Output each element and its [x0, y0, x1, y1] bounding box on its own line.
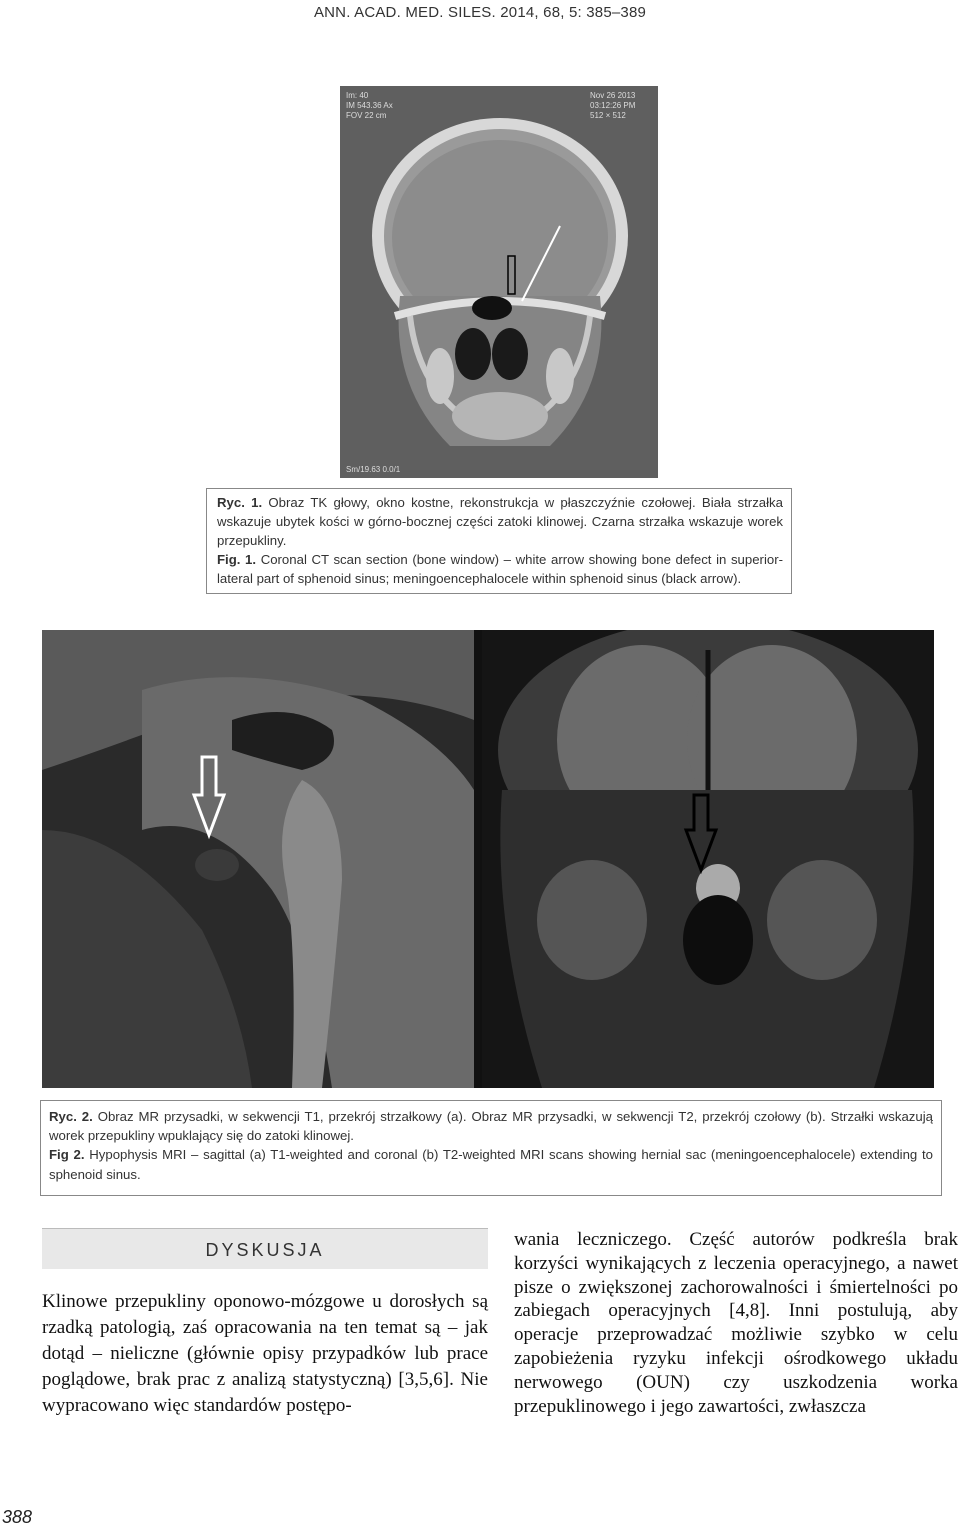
- svg-text:Sm/19.63 0.0/1: Sm/19.63 0.0/1: [346, 465, 401, 474]
- svg-text:512 × 512: 512 × 512: [590, 111, 626, 120]
- body-column-left: [42, 1228, 488, 1419]
- svg-text:FOV 22 cm: FOV 22 cm: [346, 111, 387, 120]
- figure-1-caption: [206, 488, 792, 594]
- mri-coronal-image: [482, 630, 934, 1088]
- running-header: ANN. ACAD. MED. SILES. 2014, 68, 5: 385–389: [313, 4, 647, 21]
- page-number: 388: [2, 1507, 33, 1527]
- figure-1-text-pl: Obraz TK głowy, okno kostne, rekonstrukcja w płaszczyźnie czołowej. Biała strzałka wskazuje ubytek kości w górno-bocznej części zatoki klinowej. Czarna strzałka wskazuje worek przepukliny.: [217, 495, 783, 548]
- figure-2-text-pl: Obraz MR przysadki, w sekwencji T1, przekrój strzałkowy (a). Obraz MR przysadki, w sekwencji T2, przekrój czołowy (b). Strzałki wskazują worek przepukliny wpuklający się do zatoki klinowej.: [49, 1109, 933, 1144]
- body-paragraph-right: wania leczniczego. Część autorów podkreśla brak korzyści wynikających z leczenia operacyjnego, a nawet pisze o zwiększonej zachorowalności i śmiertelności po zabiegach operacyjnych [4,8]. Inni postulują, aby operacje przeprowadzać możliwie szybko w celu zapobieżenia ryzyku infekcji ośrodkowego układu nerwowego (OUN) czy uszkodzenia worka przepuklinowego i jego zawartości, zwłaszcza: [514, 1229, 958, 1417]
- ct-scan-image: [340, 86, 658, 478]
- mri-sagittal-image: [42, 630, 474, 1088]
- figure-2-label-en: Fig 2.: [49, 1147, 85, 1163]
- body-paragraph-left: Klinowe przepukliny oponowo-mózgowe u dorosłych są rzadką patologią, zaś opracowania na ten temat są – jak dotąd – nieliczne (głównie opisy przypadków lub prace poglądowe, brak prac z analizą statystyczną) [3,5,6]. Nie wypracowano więc standardów postępo-: [42, 1291, 488, 1416]
- figure-2-label-pl: Ryc. 2.: [49, 1109, 93, 1124]
- svg-text:Im: 40: Im: 40: [346, 91, 369, 100]
- mri-figure: [42, 630, 934, 1088]
- section-heading: DYSKUSJA: [42, 1228, 488, 1269]
- figure-2-text-en: Hypophysis MRI – sagittal (a) T1-weighted and coronal (b) T2-weighted MRI scans showing hernial sac (meningoencephalocele) extending to sphenoid sinus.: [49, 1147, 933, 1182]
- svg-text:Nov 26 2013: Nov 26 2013: [590, 91, 636, 100]
- svg-text:03:12:26 PM: 03:12:26 PM: [590, 101, 636, 110]
- figure-1-label-pl: Ryc. 1.: [217, 495, 263, 510]
- figure-2-caption: [40, 1100, 942, 1196]
- svg-text:IM 543.36 Ax: IM 543.36 Ax: [346, 101, 393, 110]
- figure-1-text-en: Coronal CT scan section (bone window) – white arrow showing bone defect in superior-lateral part of sphenoid sinus; meningoencephalocele within sphenoid sinus (black arrow).: [217, 552, 783, 586]
- figure-1-label-en: Fig. 1.: [217, 552, 257, 567]
